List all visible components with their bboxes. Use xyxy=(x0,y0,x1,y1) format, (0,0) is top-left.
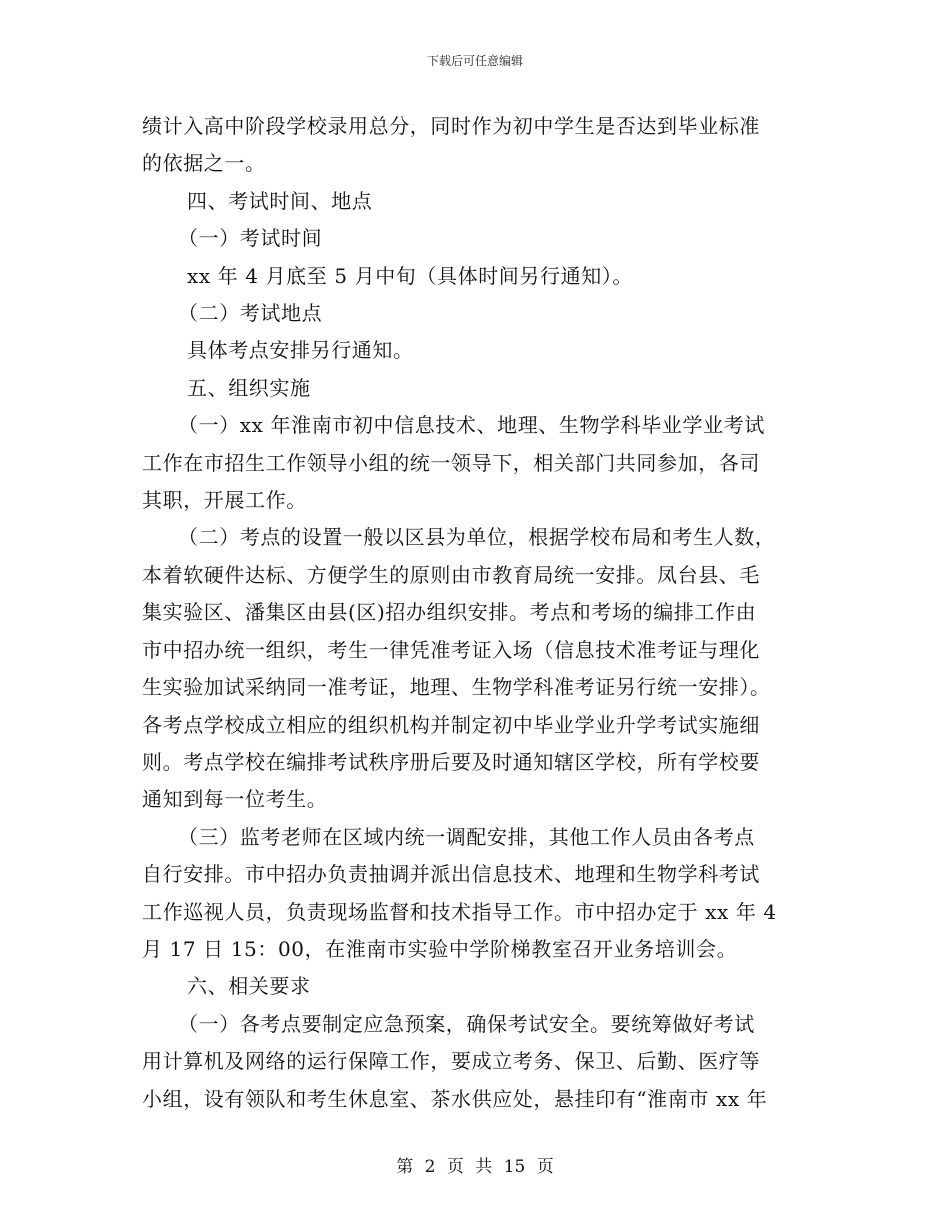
text-line: 小组，设有领队和考生休息室、茶水供应处，悬挂印有“淮南市 xx 年 xyxy=(142,1086,768,1111)
text-line: 绩计入高中阶段学校录用总分，同时作为初中学生是否达到毕业标准 xyxy=(142,114,760,138)
text-line: 通知到每一位考生。 xyxy=(142,787,328,812)
subsection-heading: （二）考试地点 xyxy=(178,301,323,326)
text-line: （二）考点的设置一般以区县为单位，根据学校布局和考生人数， xyxy=(178,525,776,550)
text-line: 集实验区、潘集区由县(区)招办组织安排。考点和考场的编排工作由 xyxy=(142,600,757,625)
text-line: （一）各考点要制定应急预案，确保考试安全。要统筹做好考试 xyxy=(178,1011,755,1036)
section-heading: 四、考试时间、地点 xyxy=(187,188,373,213)
page-header: 下载后可任意编辑 xyxy=(426,54,523,68)
text-line: 工作巡视人员，负责现场监督和技术指导工作。市中招办定于 xx 年 4 xyxy=(142,899,777,924)
section-heading: 六、相关要求 xyxy=(187,974,311,999)
text-line: 其职，开展工作。 xyxy=(142,488,307,513)
text-line: 则。考点学校在编排考试秩序册后要及时通知辖区学校，所有学校要 xyxy=(142,749,760,774)
text-line: 生实验加试采纳同一准考证，地理、生物学科准考证另行统一安排）。 xyxy=(142,675,771,700)
text-line: 本着软硬件达标、方便学生的原则由市教育局统一安排。凤台县、毛 xyxy=(142,562,760,587)
page-number-footer: 第 2 页 共 15 页 xyxy=(396,1157,554,1177)
text-line: 工作在市招生工作领导小组的统一领导下，相关部门共同参加，各司 xyxy=(142,450,760,475)
text-line: 市中招办统一组织，考生一律凭准考证入场（信息技术准考证与理化 xyxy=(142,637,760,662)
document-body xyxy=(142,108,808,1118)
text-line: 具体考点安排另行通知。 xyxy=(187,338,414,363)
text-line: 月 17 日 15：00，在淮南市实验中学阶梯教室召开业务培训会。 xyxy=(142,936,738,961)
text-line: 各考点学校成立相应的组织机构并制定初中毕业学业升学考试实施细 xyxy=(142,712,760,737)
text-line: xx 年 4 月底至 5 月中旬（具体时间另行通知）。 xyxy=(187,263,633,288)
subsection-heading: （一）考试时间 xyxy=(178,226,323,251)
section-heading: 五、组织实施 xyxy=(187,375,311,400)
text-line: （三）监考老师在区域内统一调配安排，其他工作人员由各考点 xyxy=(178,824,755,849)
text-line: 自行安排。市中招办负责抽调并派出信息技术、地理和生物学科考试 xyxy=(142,862,760,887)
text-line: （一）xx 年淮南市初中信息技术、地理、生物学科毕业学业考试 xyxy=(178,413,765,438)
text-line: 的依据之一。 xyxy=(142,151,266,176)
text-line: 用计算机及网络的运行保障工作，要成立考务、保卫、后勤、医疗等 xyxy=(142,1049,760,1074)
